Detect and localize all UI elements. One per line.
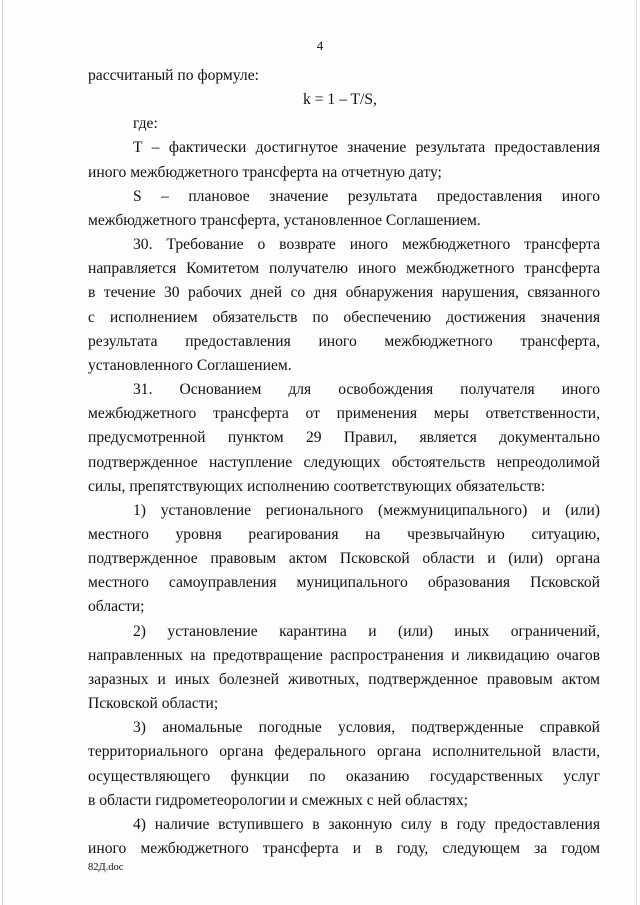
paragraph-31-line: силы, препятствующих исполнению соответствующих обязательств: (88, 477, 546, 495)
item-3-line: территориального органа федерального органа исполнительной власти, (88, 743, 600, 761)
text-line: иного межбюджетного трансферта на отчетную дату; (88, 163, 442, 181)
text-line: где: (133, 115, 158, 133)
text-line: рассчитаный по формуле: (88, 67, 259, 84)
paragraph-30-line: 30. Требование о возврате иного межбюджетного трансферта (133, 236, 600, 254)
paragraph-31-line: предусмотренной пунктом 29 Правил, является документально (88, 429, 600, 447)
paragraph-30-line: с исполнением обязательств по обеспечению достижения значения (88, 308, 600, 326)
item-1-line: местного самоуправления муниципального образования Псковской (88, 574, 600, 592)
text-line: S – плановое значение результата предоставления иного (133, 187, 600, 205)
text-line: межбюджетного трансферта, установленное Соглашением. (88, 211, 481, 229)
page-number: 4 (316, 38, 324, 53)
paragraph-30-line: установленного Соглашением. (88, 356, 292, 374)
paragraph-31-line: 31. Основанием для освобождения получателя иного (133, 381, 600, 399)
item-1-line: местного уровня реагирования на чрезвычайную ситуацию, (88, 525, 600, 543)
item-2-line: 2) установление карантина и (или) иных ограничений, (133, 622, 600, 640)
paragraph-31-line: межбюджетного трансферта от применения меры ответственности, (88, 405, 600, 423)
scan-edge-right (636, 0, 637, 905)
paragraph-30-line: направляется Комитетом получателю иного межбюджетного трансферта (88, 260, 600, 278)
footer-filename: 82Д.doc (88, 862, 124, 873)
item-2-line: заразных и иных болезней животных, подтвержденное правовым актом (88, 670, 600, 688)
item-2-line: направленных на предотвращение распространения и ликвидацию очагов (88, 646, 600, 664)
item-1-line: 1) установление регионального (межмуниципального) и (или) (133, 501, 600, 519)
paragraph-31-line: подтвержденное наступление следующих обстоятельств непреодолимой (88, 453, 600, 471)
item-3-line: в области гидрометеорологии и смежных с ней областях; (88, 791, 468, 809)
item-3-line: осуществляющего функции по оказанию государственных услуг (88, 767, 600, 785)
item-4-line: 4) наличие вступившего в законную силу в году предоставления (133, 815, 600, 833)
paragraph-30-line: в течение 30 рабочих дней со дня обнаружения нарушения, связанного (88, 284, 600, 302)
document-body (88, 64, 600, 861)
scan-edge-left (2, 0, 3, 905)
item-1-line: подтвержденное правовым актом Псковской области и (или) органа (88, 550, 600, 568)
item-4-line: иного межбюджетного трансферта и в году, следующем за годом (88, 840, 600, 857)
text-line: Т – фактически достигнутое значение результата предоставления (133, 139, 600, 157)
paragraph-30-line: результата предоставления иного межбюджетного трансферта, (88, 332, 600, 350)
item-1-line: области; (88, 598, 145, 616)
item-2-line: Псковской области; (88, 695, 219, 713)
item-3-line: 3) аномальные погодные условия, подтвержденные справкой (133, 719, 600, 737)
formula: k = 1 – T/S, (303, 91, 377, 109)
